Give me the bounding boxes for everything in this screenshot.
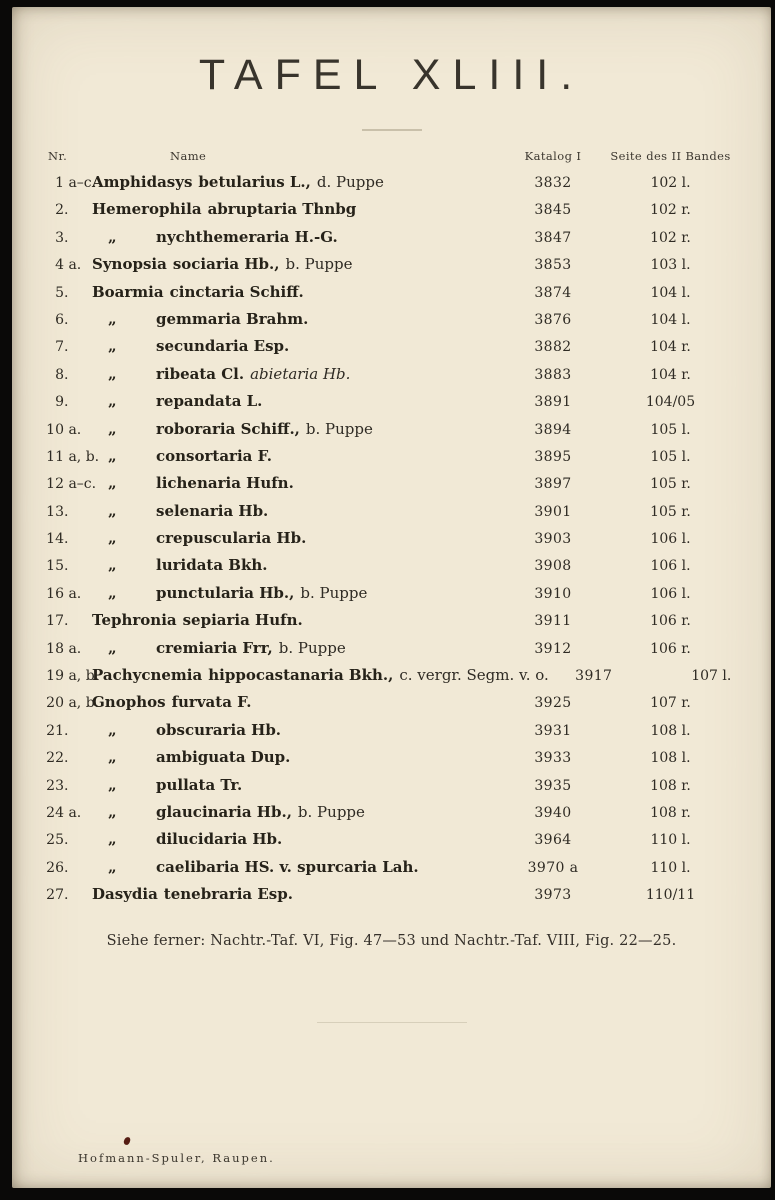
row-note: b. Puppe (278, 638, 346, 657)
species-name: ambiguata Dup. (156, 748, 291, 767)
species-name: selenaria Hb. (156, 501, 269, 520)
page-reference: 105 r. (650, 476, 691, 493)
row-number-suffix: . (64, 613, 69, 630)
row-number-suffix: a, b. (64, 695, 100, 712)
row-note: b. Puppe (285, 255, 353, 274)
page-reference: 107 r. (650, 695, 691, 712)
row-number-value: 18 (46, 640, 64, 657)
row-number-suffix: . (64, 558, 69, 575)
catalog-number: 3897 (534, 476, 572, 493)
row-number (42, 882, 90, 909)
genus-label: „ (108, 830, 117, 849)
row-note: d. Puppe (316, 173, 384, 191)
page-reference: 108 l. (650, 750, 691, 767)
genus-label: Amphidasys (92, 173, 193, 191)
row-number (42, 197, 90, 224)
row-number (42, 280, 90, 307)
species-name: gemmaria Brahm. (156, 309, 309, 328)
genus-label: „ (108, 227, 117, 246)
row-number (42, 718, 90, 745)
row-number (42, 663, 100, 690)
row-name (90, 169, 508, 196)
catalog-number: 3903 (534, 531, 572, 548)
row-number-value: 21 (46, 722, 64, 739)
page-reference: 105 l. (650, 421, 691, 438)
catalog-number: 3847 (534, 229, 572, 246)
page-reference: 105 l. (650, 448, 691, 465)
row-number-value: 17 (46, 613, 64, 630)
section-divider (317, 1022, 467, 1023)
table-header-row (42, 143, 743, 169)
table-row (42, 443, 743, 470)
species-name: obscuraria Hb. (156, 720, 282, 739)
row-name (90, 361, 508, 388)
row-number-value: 4 (55, 257, 64, 274)
row-number-suffix: . (64, 887, 69, 904)
species-name: consortaria F. (156, 446, 272, 465)
species-name: nychthemeraria H.-G. (156, 227, 338, 246)
page-reference: 103 l. (650, 257, 691, 274)
catalog-number: 3940 (534, 804, 572, 821)
row-name (90, 443, 508, 470)
table-row (42, 826, 743, 853)
genus-label: Pachycnemia (92, 666, 203, 685)
genus-label: Boarmia (92, 282, 164, 301)
scanned-book-page (12, 7, 771, 1188)
species-name: punctularia Hb., (156, 583, 295, 602)
genus-label: „ (108, 748, 117, 767)
row-number-value: 10 (46, 421, 64, 438)
row-name (90, 251, 508, 278)
row-number (42, 499, 90, 526)
table-row (42, 224, 743, 251)
page-reference: 104/05 (645, 394, 696, 411)
table-row (42, 799, 743, 826)
row-note: b. Puppe (305, 419, 373, 438)
table-row (42, 251, 743, 278)
table-row (42, 580, 743, 607)
header-name: Name (170, 149, 207, 163)
row-number-suffix: a. (64, 421, 82, 438)
row-name (90, 607, 508, 634)
page-reference: 106 l. (650, 531, 691, 548)
genus-label: Dasydia (92, 885, 158, 904)
genus-label: „ (108, 720, 117, 739)
row-number-suffix: . (64, 832, 69, 849)
species-name: cinctaria Schiff. (169, 282, 304, 301)
row-number (42, 334, 90, 361)
catalog-number: 3845 (534, 202, 572, 219)
species-name: glaucinaria Hb., (156, 802, 292, 821)
row-number-suffix: . (64, 366, 69, 383)
catalog-number: 3901 (534, 503, 572, 520)
row-number-value: 23 (46, 777, 64, 794)
plate-index-table (42, 143, 743, 909)
catalog-number: 3874 (534, 284, 572, 301)
genus-label: „ (108, 337, 117, 356)
row-number (42, 471, 97, 498)
table-row (42, 169, 743, 196)
genus-label: „ (108, 775, 117, 794)
catalog-number: 3935 (534, 777, 572, 794)
table-row (42, 416, 743, 443)
row-name (90, 470, 508, 497)
species-name: roboraria Schiff., (156, 419, 300, 438)
table-row (42, 662, 743, 689)
row-number-value: 14 (46, 531, 64, 548)
row-number-suffix: . (64, 750, 69, 767)
genus-label: „ (108, 501, 117, 520)
row-name (90, 306, 508, 333)
genus-label: „ (108, 638, 117, 657)
species-name: furvata F. (171, 693, 252, 712)
row-number (42, 307, 90, 334)
catalog-number: 3925 (534, 695, 572, 712)
row-number-suffix: a. (64, 257, 82, 274)
species-name: repandata L. (156, 392, 263, 411)
genus-label: Synopsia (92, 255, 167, 274)
row-number-value: 16 (46, 585, 64, 602)
species-name: luridata Bkh. (156, 556, 268, 575)
catalog-number: 3891 (534, 394, 572, 411)
table-row (42, 279, 743, 306)
species-name: caelibaria HS. v. spurcaria Lah. (156, 857, 419, 876)
row-number-value: 20 (46, 695, 64, 712)
page-reference: 104 r. (650, 366, 691, 383)
catalog-number: 3911 (534, 613, 572, 630)
row-name (90, 826, 508, 853)
row-note: c. vergr. Segm. v. o. (399, 666, 549, 685)
row-number (42, 417, 90, 444)
row-number-value: 8 (55, 366, 64, 383)
genus-label: „ (108, 474, 117, 493)
row-name (90, 717, 508, 744)
catalog-number: 3917 (575, 668, 613, 685)
table-row (42, 333, 743, 360)
genus-label: „ (108, 556, 117, 575)
title-divider (362, 129, 422, 131)
catalog-number: 3894 (534, 421, 572, 438)
ink-mark (123, 1136, 131, 1145)
row-name (90, 388, 508, 415)
page-reference: 104 r. (650, 339, 691, 356)
row-name (90, 799, 508, 826)
row-note: b. Puppe (297, 802, 365, 821)
row-number-suffix: . (64, 859, 69, 876)
row-number-value: 22 (46, 750, 64, 767)
page-reference: 106 l. (650, 585, 691, 602)
catalog-number: 3895 (534, 448, 572, 465)
species-name: crepuscularia Hb. (156, 529, 307, 548)
row-name (90, 772, 508, 799)
species-name: pullata Tr. (156, 775, 243, 794)
page-reference: 110 l. (650, 859, 691, 876)
genus-label: Hemerophila (92, 200, 202, 219)
row-note: b. Puppe (300, 583, 368, 602)
row-number-value: 25 (46, 832, 64, 849)
row-number-value: 12 (46, 476, 64, 493)
genus-label: „ (108, 583, 117, 602)
page-reference: 106 r. (650, 613, 691, 630)
catalog-number: 3970 a (527, 859, 579, 876)
row-number (42, 745, 90, 772)
row-number-value: 15 (46, 558, 64, 575)
row-number (42, 773, 90, 800)
row-number-value: 2 (55, 202, 64, 219)
row-number-value: 5 (55, 284, 64, 301)
header-nr: Nr. (48, 149, 68, 163)
row-number-value: 6 (55, 311, 64, 328)
page-reference: 106 l. (650, 558, 691, 575)
row-number-value: 19 (46, 668, 64, 685)
page-reference: 106 r. (650, 640, 691, 657)
row-number (42, 362, 90, 389)
row-name (90, 662, 549, 689)
row-note-italic: abietaria Hb. (250, 364, 351, 383)
row-number (42, 444, 100, 471)
page-reference: 108 r. (650, 777, 691, 794)
row-number-suffix: . (64, 531, 69, 548)
page-reference: 110 l. (650, 832, 691, 849)
table-row (42, 525, 743, 552)
row-number (42, 855, 90, 882)
genus-label: „ (108, 392, 117, 411)
row-number-suffix: a–c. (64, 175, 97, 191)
row-number-value: 7 (55, 339, 64, 356)
row-number-suffix: a. (64, 640, 82, 657)
catalog-number: 3853 (534, 257, 572, 274)
table-row (42, 854, 743, 881)
row-number (42, 389, 90, 416)
row-number-suffix: . (64, 202, 69, 219)
table-row (42, 552, 743, 579)
footnote: Siehe ferner: Nachtr.-Taf. VI, Fig. 47—53 und Nachtr.-Taf. VIII, Fig. 22—25. (106, 933, 677, 949)
row-name (90, 552, 508, 579)
row-number (42, 553, 90, 580)
row-number (42, 608, 90, 635)
genus-label: „ (108, 446, 117, 465)
row-number (42, 690, 100, 717)
page-reference: 107 l. (691, 668, 732, 685)
row-name (90, 854, 508, 881)
table-row (42, 388, 743, 415)
table-row (42, 689, 743, 716)
row-number-suffix: . (64, 777, 69, 794)
row-number-suffix: . (64, 339, 69, 356)
row-number (42, 170, 97, 197)
page-reference: 104 l. (650, 311, 691, 328)
catalog-number: 3908 (534, 558, 572, 575)
genus-label: Gnophos (92, 693, 166, 712)
page-reference: 110/11 (645, 887, 696, 904)
page-reference: 102 l. (650, 175, 691, 191)
row-number-value: 1 (55, 175, 64, 191)
species-name: hippocastanaria Bkh., (208, 666, 394, 685)
row-name (90, 525, 508, 552)
catalog-number: 3883 (534, 366, 572, 383)
row-number-suffix: . (64, 229, 69, 246)
row-name (90, 689, 508, 716)
row-number-suffix: a, b. (64, 668, 100, 685)
table-row (42, 361, 743, 388)
page-reference: 105 r. (650, 503, 691, 520)
row-number-value: 13 (46, 503, 64, 520)
row-number-value: 3 (55, 229, 64, 246)
row-number-suffix: a–c. (64, 476, 97, 493)
row-number-suffix: a. (64, 804, 82, 821)
species-name: cremiaria Frr, (156, 638, 273, 657)
table-row (42, 772, 743, 799)
row-number-suffix: a, b. (64, 448, 100, 465)
genus-label: „ (108, 419, 117, 438)
row-number-suffix: . (64, 284, 69, 301)
table-row (42, 607, 743, 634)
page-reference: 102 r. (650, 202, 691, 219)
row-name (90, 333, 508, 360)
species-name: secundaria Esp. (156, 337, 290, 356)
genus-label: „ (108, 857, 117, 876)
species-name: dilucidaria Hb. (156, 830, 283, 849)
row-number (42, 581, 90, 608)
table-row (42, 470, 743, 497)
table-row (42, 635, 743, 662)
row-number (42, 636, 90, 663)
catalog-number: 3832 (534, 175, 572, 191)
row-number-value: 27 (46, 887, 64, 904)
row-number (42, 827, 90, 854)
row-name (90, 635, 508, 662)
table-row (42, 881, 743, 908)
table-row (42, 744, 743, 771)
species-name: sepiaria Hufn. (182, 611, 303, 630)
row-number-suffix: . (64, 311, 69, 328)
catalog-number: 3882 (534, 339, 572, 356)
row-number (42, 225, 90, 252)
row-name (90, 224, 508, 251)
row-number-suffix: . (64, 394, 69, 411)
table-row (42, 498, 743, 525)
row-name (90, 416, 508, 443)
row-name (90, 881, 508, 908)
row-number-suffix: . (64, 503, 69, 520)
page-reference: 108 l. (650, 722, 691, 739)
genus-label: „ (108, 364, 117, 383)
row-number-suffix: . (64, 722, 69, 739)
catalog-number: 3912 (534, 640, 572, 657)
row-name (90, 279, 508, 306)
species-name: tenebraria Esp. (163, 885, 293, 904)
row-number-value: 11 (46, 448, 64, 465)
table-body (42, 169, 743, 909)
row-number (42, 526, 90, 553)
catalog-number: 3964 (534, 832, 572, 849)
row-name (90, 196, 508, 223)
catalog-number: 3973 (534, 887, 572, 904)
genus-label: „ (108, 802, 117, 821)
row-number-suffix: a. (64, 585, 82, 602)
page-title: TAFEL XLIII. (198, 51, 585, 99)
catalog-number: 3910 (534, 585, 572, 602)
genus-label: „ (108, 309, 117, 328)
header-katalog: Katalog I (524, 149, 582, 163)
catalog-number: 3876 (534, 311, 572, 328)
genus-label: „ (108, 529, 117, 548)
species-name: sociaria Hb., (172, 255, 280, 274)
species-name: abruptaria Thnbg (207, 200, 357, 219)
table-row (42, 717, 743, 744)
row-number-value: 26 (46, 859, 64, 876)
genus-label: Tephronia (92, 611, 177, 630)
species-name: lichenaria Hufn. (156, 474, 294, 493)
page-reference: 102 r. (650, 229, 691, 246)
row-number-value: 24 (46, 804, 64, 821)
row-name (90, 744, 508, 771)
row-number-value: 9 (55, 394, 64, 411)
species-name: ribeata Cl. (156, 364, 245, 383)
row-number (42, 800, 90, 827)
catalog-number: 3933 (534, 750, 572, 767)
page-reference: 104 l. (650, 284, 691, 301)
table-row (42, 196, 743, 223)
page-reference: 108 r. (650, 804, 691, 821)
imprint: Hofmann-Spuler, Raupen. (78, 1151, 275, 1165)
catalog-number: 3931 (534, 722, 572, 739)
table-row (42, 306, 743, 333)
row-name (90, 498, 508, 525)
row-name (90, 580, 508, 607)
species-name: betularius L., (198, 173, 311, 191)
header-seite: Seite des II Bandes (610, 149, 731, 163)
row-number (42, 252, 90, 279)
